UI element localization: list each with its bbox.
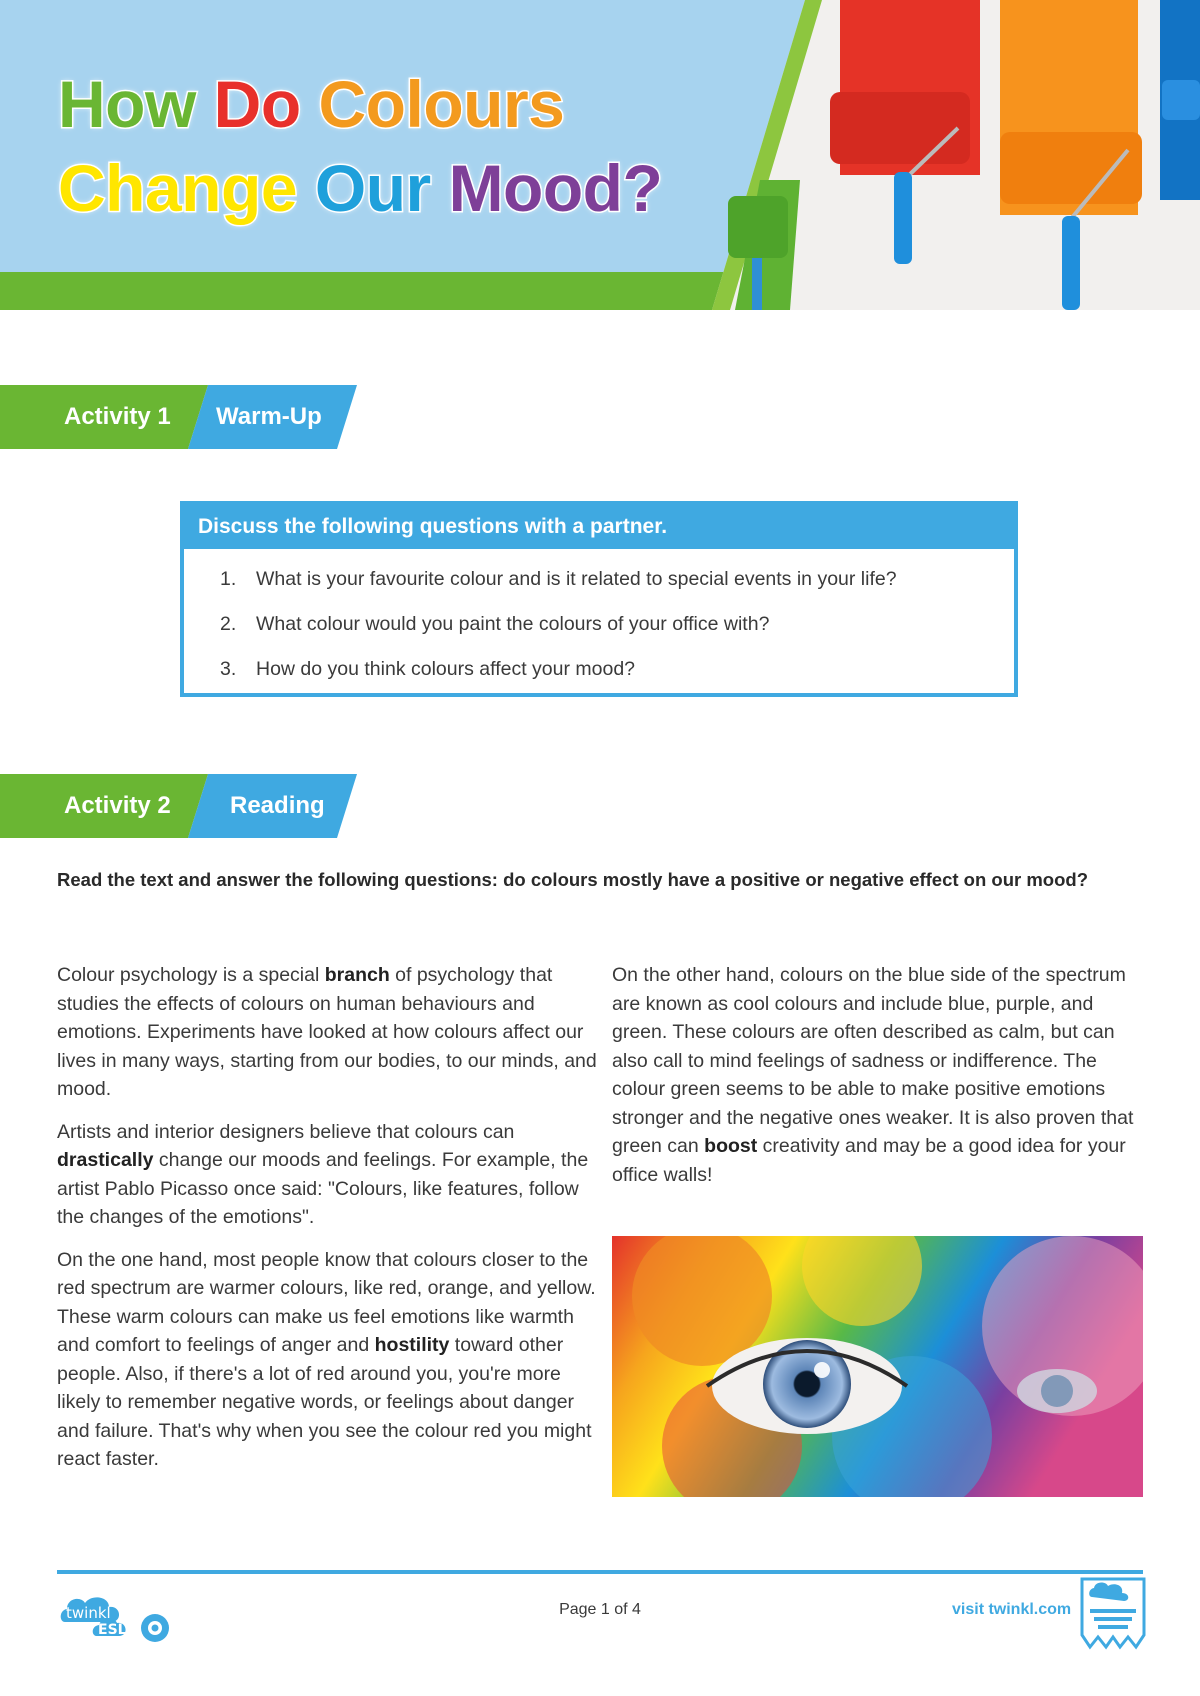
title-word: Change — [58, 151, 298, 225]
activity-name: Warm-Up — [216, 403, 322, 430]
page-number: Page 1 of 4 — [559, 1601, 641, 1618]
text-run: toward other people. Also, if there's a lot of red around you, you're more likely to remember negative words, or feelings about danger and failure. That's why when you see the colour red you might react faster. — [57, 1334, 592, 1470]
title-word: Mood? — [448, 151, 663, 225]
question-text: What colour would you paint the colours of your office with? — [256, 613, 770, 635]
text-run: Colour psychology is a special — [57, 964, 325, 986]
reading-column-left — [57, 961, 597, 1488]
title-word: Do — [213, 67, 301, 141]
painted-eye-photo — [612, 1236, 1143, 1497]
text-run: creativity and may be a good idea for your office walls! — [612, 1135, 1126, 1186]
list-item — [220, 613, 769, 636]
question-text: What is your favourite colour and is it related to special events in your life? — [256, 568, 897, 590]
activity-2-banner — [0, 774, 360, 838]
logo-text: ESL — [98, 1622, 127, 1638]
key-word: hostility — [374, 1334, 450, 1356]
key-word: branch — [324, 964, 390, 986]
key-word: boost — [704, 1135, 758, 1157]
reading-column-right — [612, 961, 1152, 1203]
paragraph-1 — [57, 961, 597, 1104]
text-run: of psychology that studies the effects of colours on human behaviours and emotions. Experiments have looked at how colours affect our lives in many ways, starting from our bodies, to our minds, and mood. — [57, 964, 597, 1100]
key-word: drastically — [57, 1149, 154, 1171]
logo-text: twinkl — [66, 1604, 111, 1622]
list-item — [220, 658, 635, 681]
activity-name: Reading — [230, 792, 325, 819]
question-number: 2. — [220, 613, 237, 635]
discussion-box — [180, 501, 1018, 697]
title-word: Our — [314, 151, 431, 225]
paragraph-4 — [612, 961, 1152, 1189]
activity-number: Activity 1 — [64, 403, 171, 430]
visit-twinkl-link[interactable]: visit twinkl.com — [952, 1601, 1072, 1618]
question-number: 1. — [220, 568, 237, 590]
list-item — [220, 568, 897, 591]
text-run: Artists and interior designers believe that colours can — [57, 1120, 515, 1143]
text-run: change our moods and feelings. For example, the artist Pablo Picasso once said: "Colours, like features, follow the changes of the emotions". — [57, 1149, 589, 1228]
question-text: How do you think colours affect your mood? — [256, 658, 636, 680]
paragraph-3 — [57, 1246, 597, 1474]
text-run: On the one hand, most people know that colours closer to the red spectrum are warmer colours, like red, orange, and yellow. These warm colours can make us feel emotions like warmth and comfort to feelings of anger and — [57, 1248, 596, 1356]
header-banner — [0, 0, 1200, 310]
discussion-box-title: Discuss the following questions with a partner. — [184, 505, 1014, 549]
activity-1-banner — [0, 385, 360, 449]
question-number: 3. — [220, 658, 237, 680]
title-word: How — [58, 67, 196, 141]
quality-standard-badge-icon — [1078, 1575, 1148, 1651]
text-run: On the other hand, colours on the blue side of the spectrum are known as cool colours and include blue, purple, and green. These colours are often described as calm, but can also call to mind feelings of sadness or indifference. The colour green seems to be able to make positive emotions stronger and the negative ones weaker. It is also proven that green can — [612, 964, 1134, 1157]
page-title — [58, 62, 662, 230]
title-word: Colours — [318, 67, 565, 141]
footer-divider — [57, 1570, 1143, 1574]
activity-number: Activity 2 — [64, 792, 171, 819]
reading-prompt: Read the text and answer the following questions: do colours mostly have a positive or negative effect on our mood? — [57, 869, 1089, 890]
paragraph-2 — [57, 1118, 597, 1232]
